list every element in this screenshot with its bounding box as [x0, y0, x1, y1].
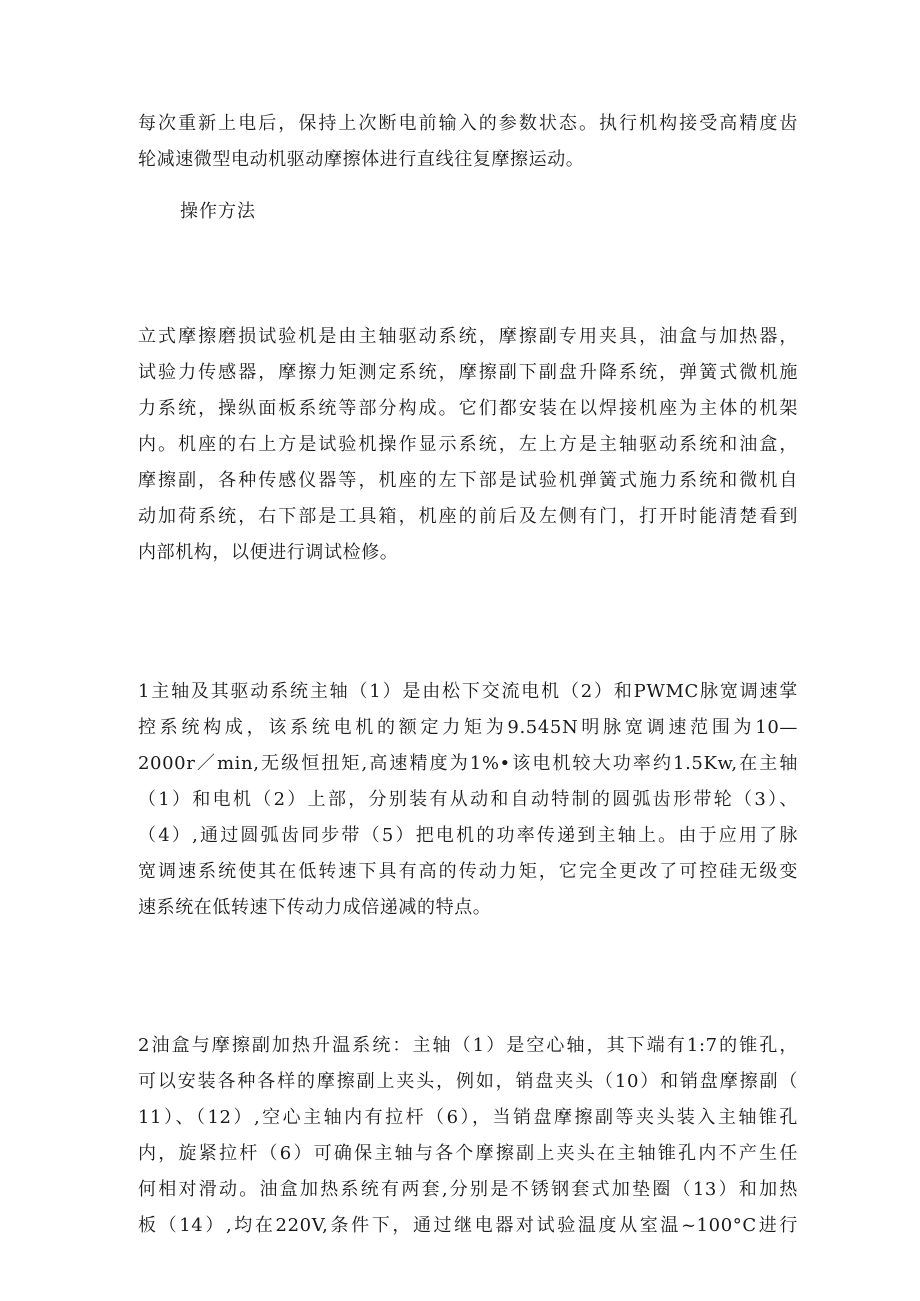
- intro-line: 每次重新上电后，保持上次断电前输入的参数状态。执行机构接受高精度齿: [138, 113, 798, 134]
- spindle-line: 控系统构成，该系统电机的额定力矩为9.545N明脉宽调速范围为10—: [138, 717, 798, 738]
- spindle-line: 宽调速系统使其在低转速下具有高的传动力矩，它完全更改了可控硅无级变: [138, 861, 798, 882]
- structure-line: 动加荷系统，右下部是工具箱，机座的前后及左侧有门，打开时能清楚看到: [138, 506, 798, 527]
- spindle-line: 2000r／min,无级恒扭矩,高速精度为1%•该电机较大功率约1.5Kw,在主轴: [138, 753, 798, 774]
- oil-line: 2油盒与摩擦副加热升温系统：主轴（1）是空心轴，其下端有1:7的锥孔，: [138, 1035, 798, 1056]
- spindle-line: 1主轴及其驱动系统主轴（1）是由松下交流电机（2）和PWMC脉宽调速掌: [138, 681, 798, 702]
- structure-line: 内部机构，以便进行调试检修。: [138, 542, 399, 563]
- structure-line: 立式摩擦磨损试验机是由主轴驱动系统，摩擦副专用夹具，油盒与加热器，: [138, 326, 798, 347]
- spindle-line: （1）和电机（2）上部，分别装有从动和自动特制的圆弧齿形带轮（3）、: [138, 789, 798, 810]
- oil-line: 何相对滑动。油盒加热系统有两套,分别是不锈钢套式加垫圈（13）和加热: [138, 1179, 798, 1200]
- intro-line: 轮减速微型电动机驱动摩擦体进行直线往复摩擦运动。: [138, 149, 585, 170]
- section-heading: 操作方法: [180, 201, 256, 222]
- structure-line: 摩擦副，各种传感仪器等，机座的左下部是试验机弹簧式施力系统和微机自: [138, 470, 798, 491]
- oil-line: 11）、（12）,空心主轴内有拉杆（6），当销盘摩擦副等夹头装入主轴锥孔: [138, 1107, 798, 1128]
- oil-line: 板（14）,均在220V,条件下，通过继电器对试验温度从室温~100°C进行: [138, 1215, 798, 1236]
- structure-line: 力系统，操纵面板系统等部分构成。它们都安装在以焊接机座为主体的机架: [138, 398, 798, 419]
- structure-line: 内。机座的右上方是试验机操作显示系统，左上方是主轴驱动系统和油盒，: [138, 434, 798, 455]
- spindle-line: 速系统在低转速下传动力成倍递减的特点。: [138, 897, 492, 918]
- oil-line: 可以安装各种各样的摩擦副上夹头，例如，销盘夹头（10）和销盘摩擦副（: [138, 1071, 798, 1092]
- spindle-line: （4）,通过圆弧齿同步带（5）把电机的功率传递到主轴上。由于应用了脉: [138, 825, 798, 846]
- oil-line: 内，旋紧拉杆（6）可确保主轴与各个摩擦副上夹头在主轴锥孔内不产生任: [138, 1143, 798, 1164]
- structure-line: 试验力传感器，摩擦力矩测定系统，摩擦副下副盘升降系统，弹簧式微机施: [138, 362, 798, 383]
